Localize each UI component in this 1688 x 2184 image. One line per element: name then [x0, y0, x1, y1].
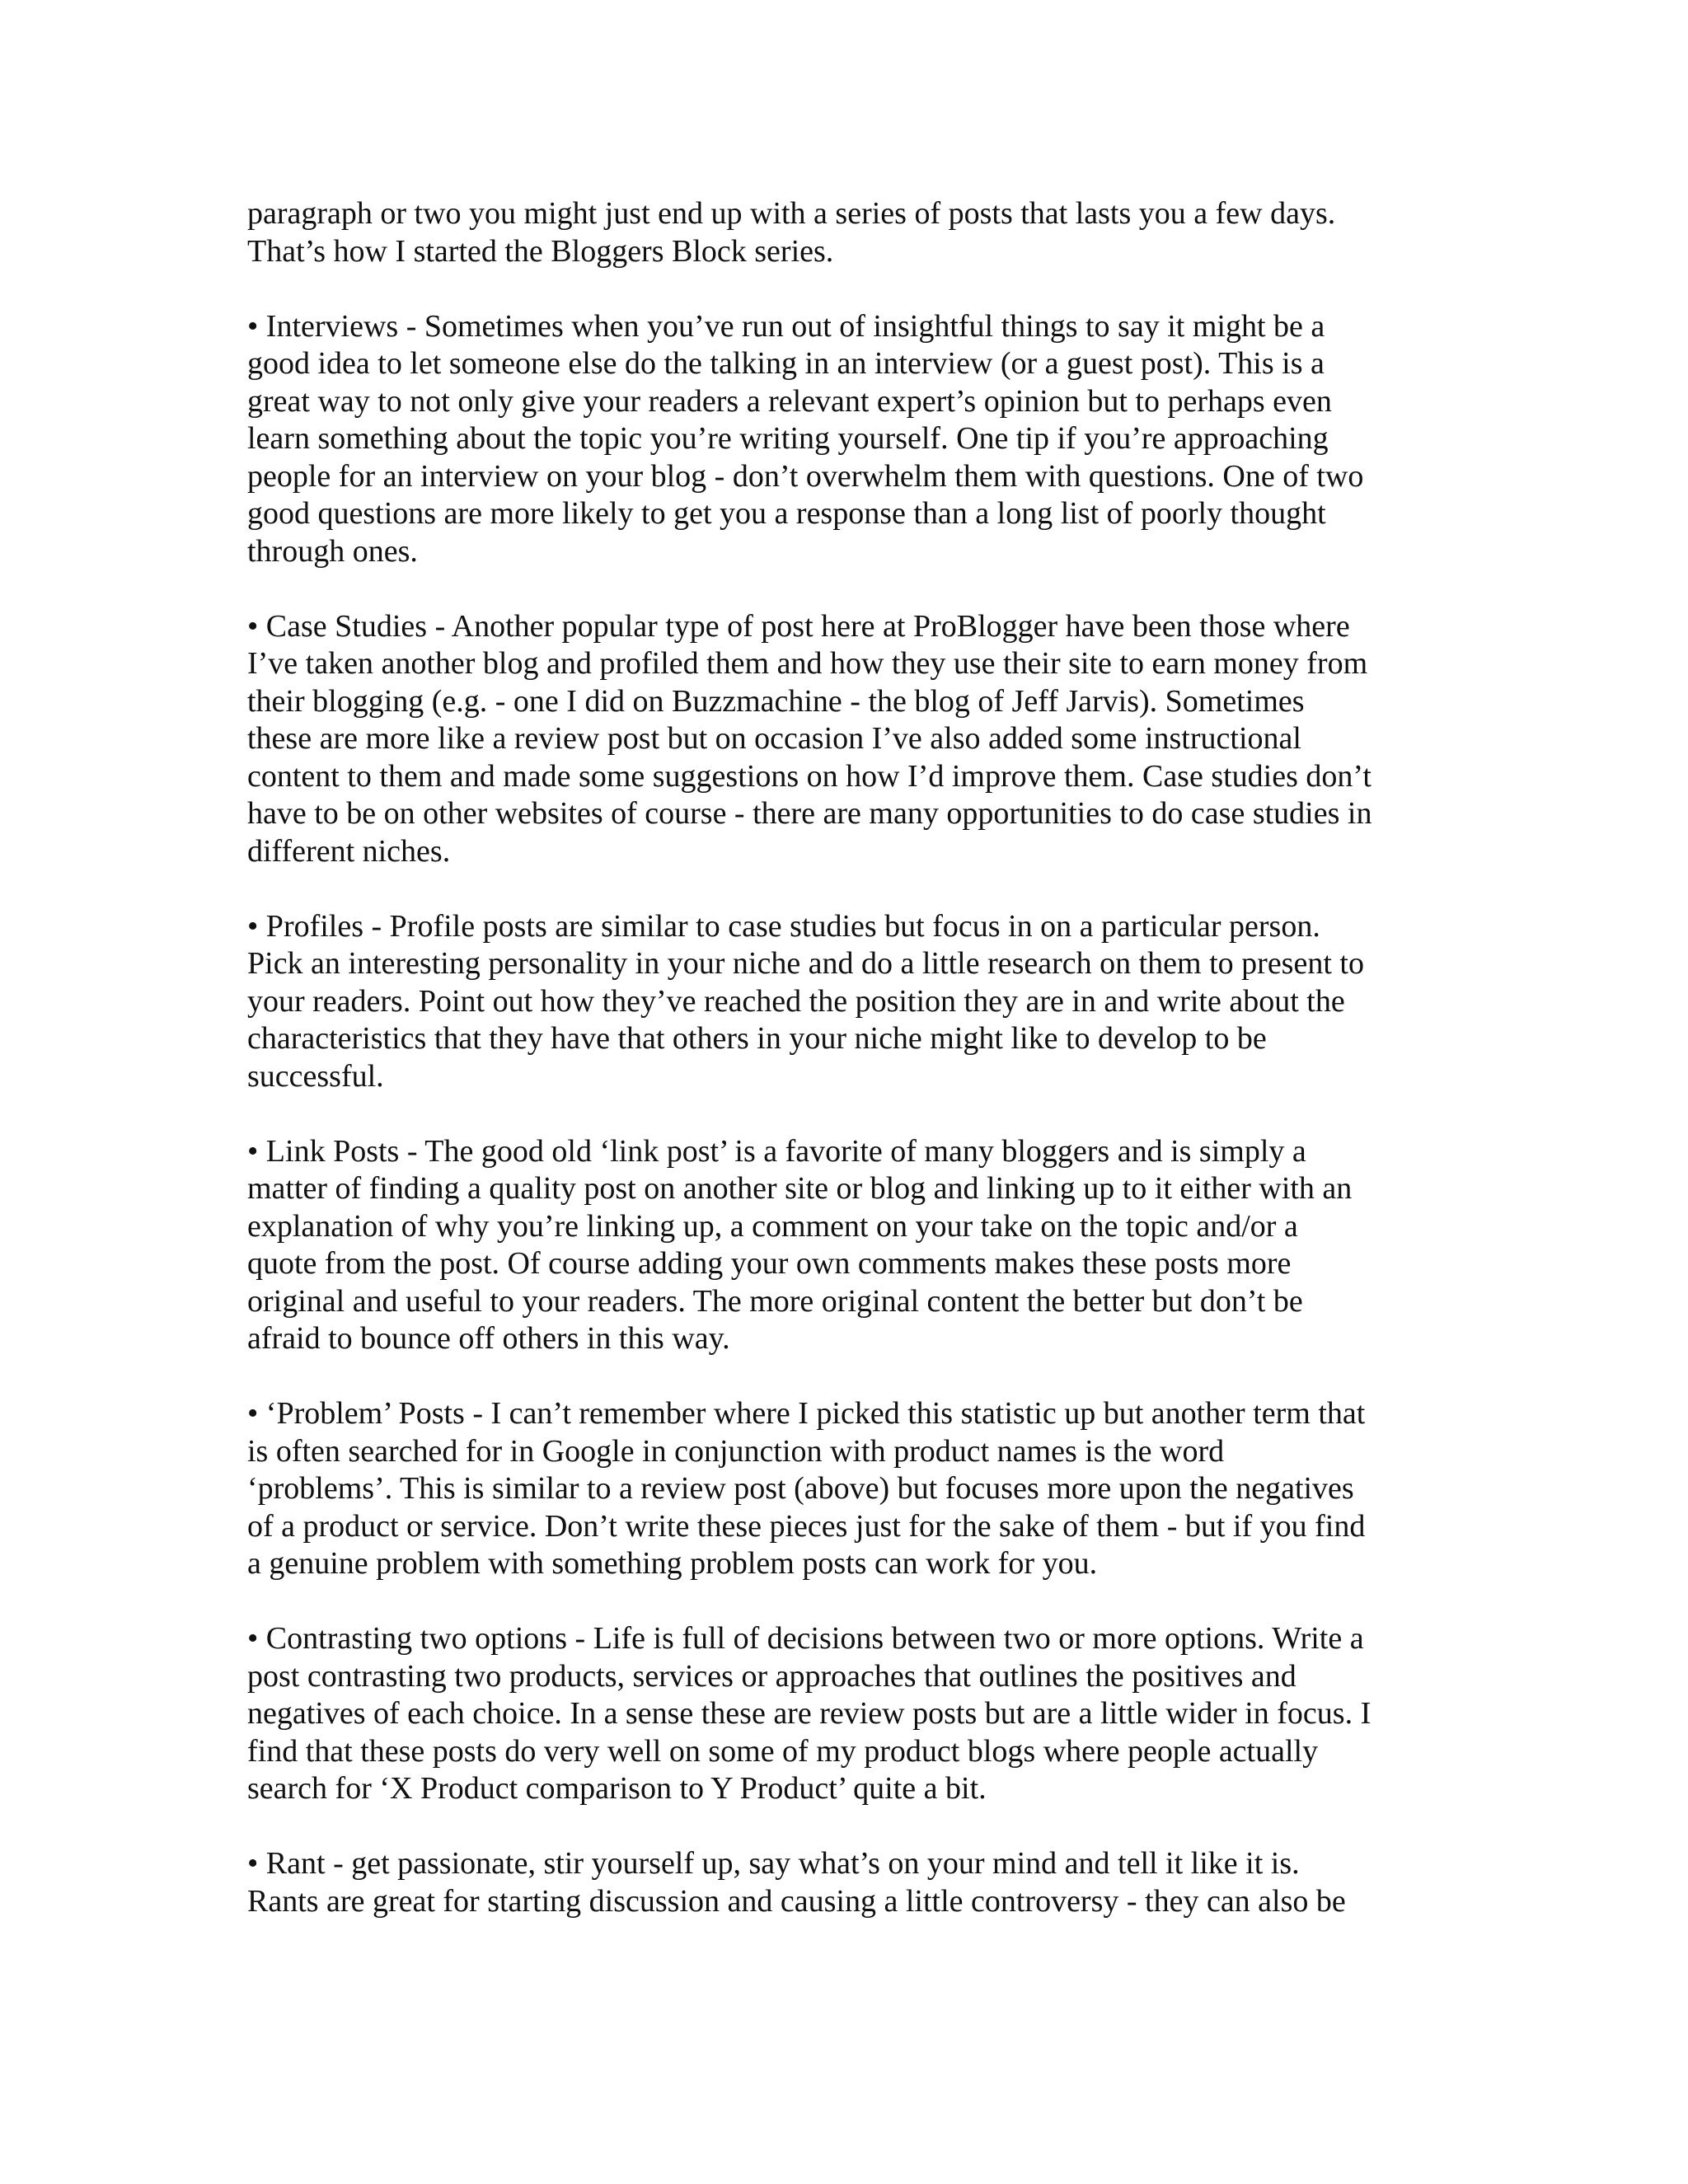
paragraph	[247, 195, 1442, 270]
text-line: is often searched for in Google in conjunction with product names is the word	[247, 1433, 1225, 1469]
text-line: their blogging (e.g. - one I did on Buzzmachine - the blog of Jeff Jarvis). Sometimes	[247, 683, 1305, 719]
text-line: great way to not only give your readers a relevant expert’s opinion but to perhaps even	[247, 383, 1332, 419]
paragraph	[247, 308, 1442, 571]
text-line: successful.	[247, 1058, 384, 1094]
text-line: Pick an interesting personality in your niche and do a little research on them to present to	[247, 946, 1364, 981]
text-line: • Contrasting two options - Life is full of decisions between two or more options. Write a	[247, 1621, 1364, 1656]
text-line: • ‘Problem’ Posts - I can’t remember where I picked this statistic up but another term that	[247, 1396, 1366, 1431]
text-line: • Link Posts - The good old ‘link post’ is a favorite of many bloggers and is simply a	[247, 1133, 1306, 1169]
text-line: afraid to bounce off others in this way.	[247, 1321, 730, 1356]
text-line: That’s how I started the Bloggers Block series.	[247, 233, 834, 269]
text-line: characteristics that they have that others in your niche might like to develop to be	[247, 1021, 1267, 1056]
text-line: ‘problems’. This is similar to a review post (above) but focuses more upon the negatives	[247, 1471, 1354, 1506]
text-line: • Case Studies - Another popular type of post here at ProBlogger have been those where	[247, 608, 1350, 644]
text-line: Rants are great for starting discussion and causing a little controversy - they can also be	[247, 1883, 1346, 1919]
text-line: quote from the post. Of course adding your own comments makes these posts more	[247, 1246, 1292, 1281]
text-line: your readers. Point out how they’ve reached the position they are in and write about the	[247, 983, 1345, 1019]
text-line: • Rant - get passionate, stir yourself up, say what’s on your mind and tell it like it is.	[247, 1846, 1300, 1881]
text-line: • Interviews - Sometimes when you’ve run out of insightful things to say it might be a	[247, 308, 1325, 344]
text-line: good questions are more likely to get you a response than a long list of poorly thought	[247, 496, 1326, 531]
document-body	[247, 195, 1442, 1958]
text-line: • Profiles - Profile posts are similar to case studies but focus in on a particular person.	[247, 908, 1320, 944]
text-line: different niches.	[247, 833, 451, 869]
paragraph	[247, 1395, 1442, 1583]
paragraph	[247, 1133, 1442, 1358]
text-line: of a product or service. Don’t write these pieces just for the sake of them - but if you find	[247, 1508, 1366, 1544]
text-line: through ones.	[247, 533, 418, 569]
text-line: a genuine problem with something problem posts can work for you.	[247, 1546, 1098, 1581]
text-line: these are more like a review post but on occasion I’ve also added some instructional	[247, 721, 1301, 756]
text-line: content to them and made some suggestions on how I’d improve them. Case studies don’t	[247, 758, 1372, 794]
paragraph	[247, 1845, 1442, 1920]
text-line: paragraph or two you might just end up with a series of posts that lasts you a few days.	[247, 196, 1336, 231]
paragraph	[247, 1620, 1442, 1808]
text-line: explanation of why you’re linking up, a comment on your take on the topic and/or a	[247, 1208, 1298, 1244]
text-line: matter of finding a quality post on another site or blog and linking up to it either with an	[247, 1171, 1353, 1206]
text-line: good idea to let someone else do the talking in an interview (or a guest post). This is a	[247, 346, 1325, 381]
text-line: I’ve taken another blog and profiled them and how they use their site to earn money from	[247, 646, 1368, 681]
text-line: have to be on other websites of course - there are many opportunities to do case studies in	[247, 796, 1372, 831]
text-line: post contrasting two products, services or approaches that outlines the positives and	[247, 1658, 1296, 1694]
text-line: negatives of each choice. In a sense these are review posts but are a little wider in focus. I	[247, 1696, 1372, 1731]
text-line: people for an interview on your blog - don’t overwhelm them with questions. One of two	[247, 458, 1364, 494]
text-line: find that these posts do very well on some of my product blogs where people actually	[247, 1733, 1319, 1769]
text-line: original and useful to your readers. The more original content the better but don’t be	[247, 1283, 1303, 1319]
paragraph	[247, 608, 1442, 871]
text-line: search for ‘X Product comparison to Y Product’ quite a bit.	[247, 1771, 987, 1806]
text-line: learn something about the topic you’re writing yourself. One tip if you’re approaching	[247, 421, 1329, 456]
paragraph	[247, 908, 1442, 1096]
